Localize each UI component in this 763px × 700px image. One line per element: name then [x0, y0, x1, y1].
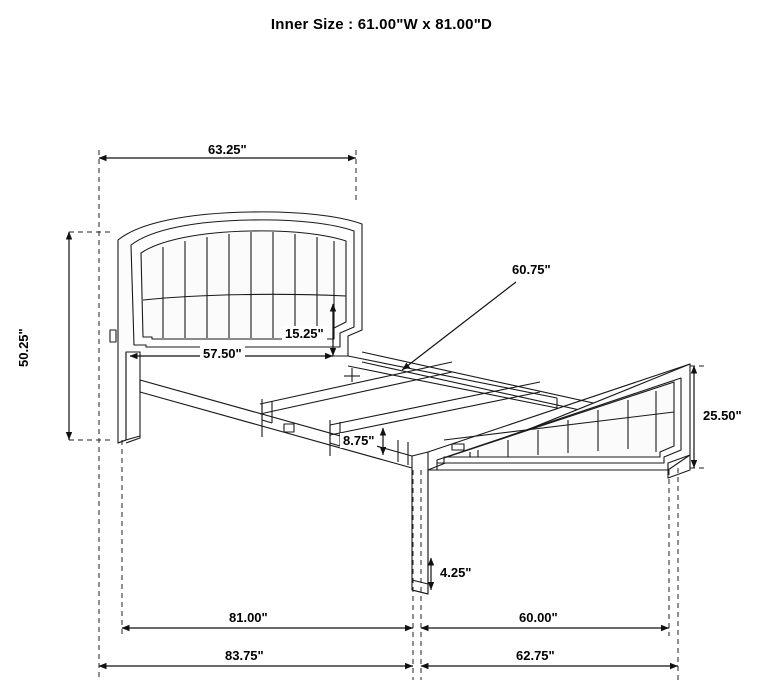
dim-label-overall-width-top: 63.25": [205, 142, 250, 157]
dim-label-overall-length-right: 62.75": [513, 648, 558, 663]
dim-label-side-length-right: 60.00": [516, 610, 561, 625]
dim-label-overall-length-left: 83.75": [222, 648, 267, 663]
dim-label-headboard-panel-height: 15.25": [282, 326, 327, 341]
dim-label-headboard-panel-width: 57.50": [200, 346, 245, 361]
dim-label-headboard-height: 50.25": [16, 325, 31, 370]
bed-outline: [110, 212, 690, 594]
dim-label-side-length-left: 81.00": [226, 610, 271, 625]
dim-label-rail-length: 60.75": [509, 262, 554, 277]
dim-label-foot-clearance: 4.25": [437, 565, 474, 580]
leader-line-6075: [402, 282, 516, 370]
dim-label-footboard-height: 25.50": [700, 408, 745, 423]
page-title: Inner Size : 61.00"W x 81.00"D: [270, 16, 493, 33]
dim-label-slat-height: 8.75": [340, 433, 377, 448]
